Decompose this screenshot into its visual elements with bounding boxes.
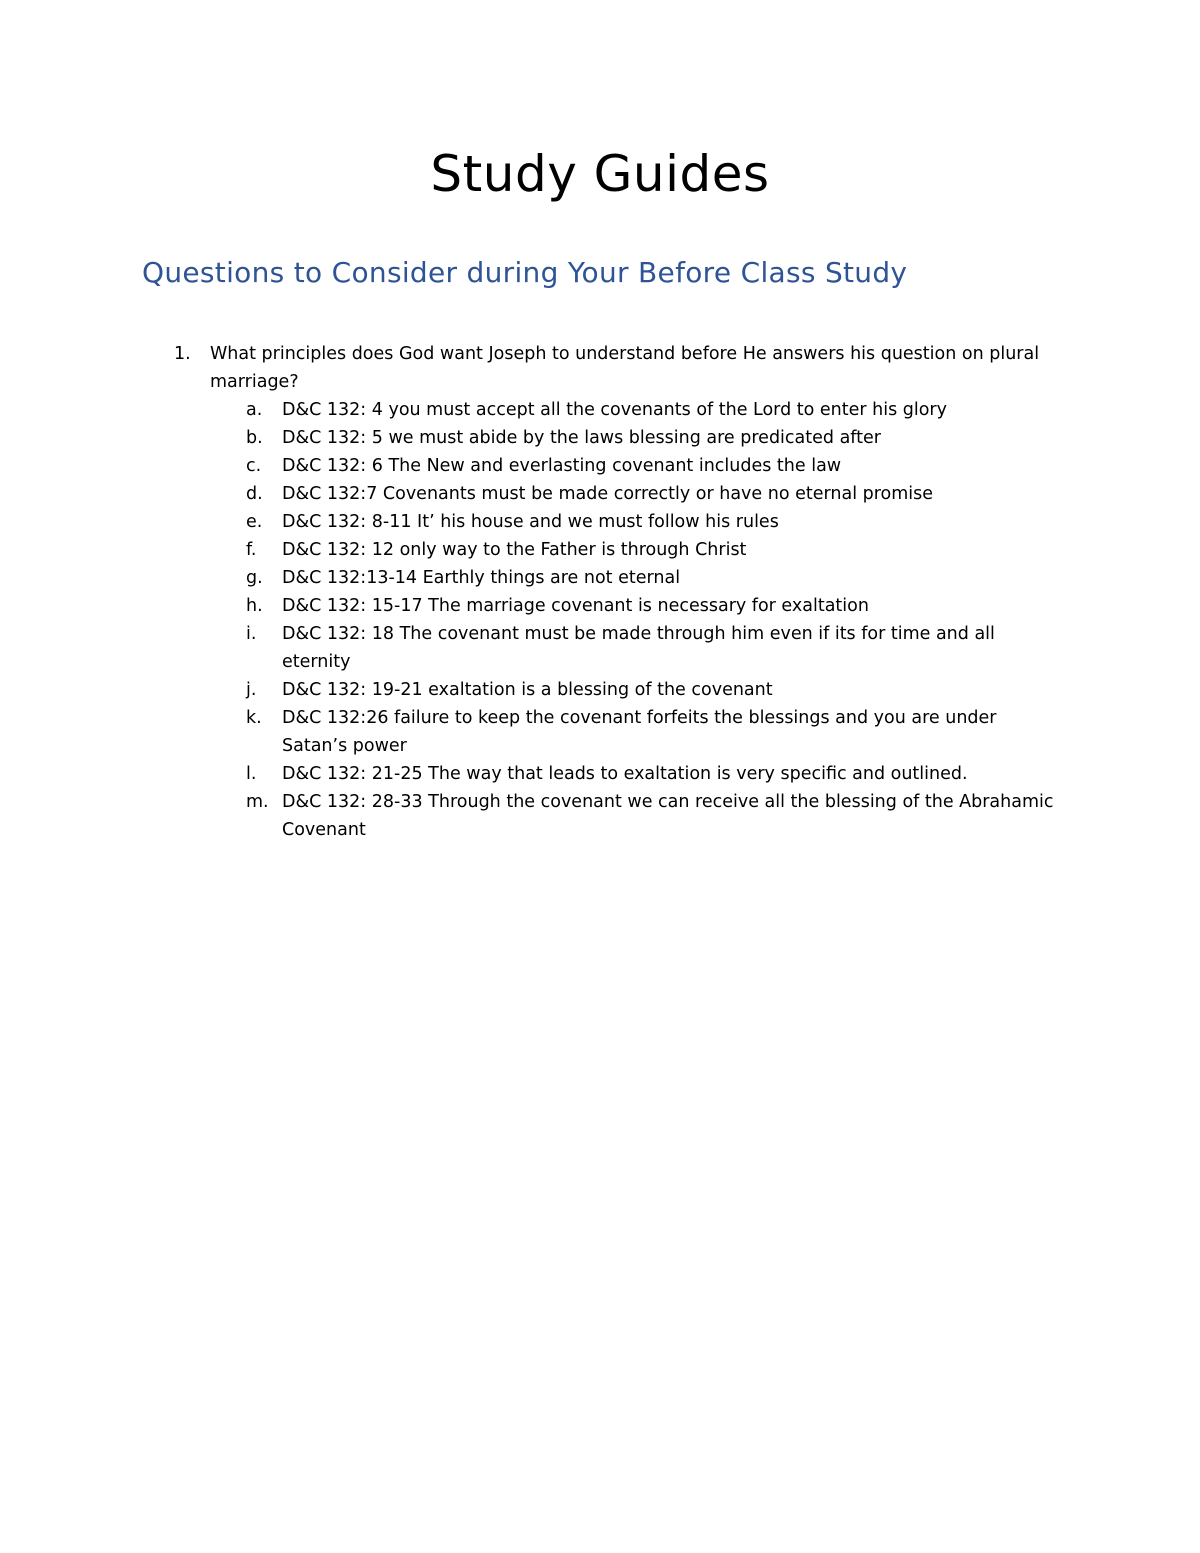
answer-letter: m.: [246, 792, 269, 812]
answer-item: [0, 424, 1200, 452]
answer-letter: d.: [246, 484, 263, 504]
answer-text: D&C 132: 18 The covenant must be made through him even if its for time and all eternity: [282, 624, 995, 672]
answer-letter: j.: [246, 680, 257, 700]
answer-text: D&C 132:13-14 Earthly things are not eternal: [282, 568, 681, 588]
answer-letter: f.: [246, 540, 257, 560]
answer-item: [0, 396, 1200, 424]
answer-text: D&C 132: 5 we must abide by the laws blessing are predicated after: [282, 428, 881, 448]
answer-letter: l.: [246, 764, 257, 784]
answer-text: D&C 132: 6 The New and everlasting covenant includes the law: [282, 456, 842, 476]
answer-list: [0, 396, 1200, 844]
answer-item: [0, 592, 1200, 620]
question-list: [0, 340, 1200, 844]
answer-item: [0, 480, 1200, 508]
question-item: [0, 340, 1200, 844]
question-number: 1.: [174, 344, 191, 364]
answer-text: D&C 132: 8-11 It’ his house and we must follow his rules: [282, 512, 779, 532]
answer-text: D&C 132:26 failure to keep the covenant forfeits the blessings and you are under Satan’s power: [282, 708, 997, 756]
answer-text: D&C 132: 28-33 Through the covenant we can receive all the blessing of the Abrahamic Covenant: [282, 792, 1054, 840]
answer-item: [0, 452, 1200, 480]
answer-item: [0, 564, 1200, 592]
answer-text: D&C 132: 19-21 exaltation is a blessing of the covenant: [282, 680, 773, 700]
answer-text: D&C 132: 21-25 The way that leads to exaltation is very specific and outlined.: [282, 764, 968, 784]
answer-item: [0, 620, 1200, 676]
answer-item: [0, 704, 1200, 760]
answer-text: D&C 132: 15-17 The marriage covenant is necessary for exaltation: [282, 596, 869, 616]
answer-letter: c.: [246, 456, 262, 476]
answer-item: [0, 676, 1200, 704]
answer-item: [0, 760, 1200, 788]
answer-text: D&C 132: 4 you must accept all the covenants of the Lord to enter his glory: [282, 400, 947, 420]
question-text: What principles does God want Joseph to understand before He answers his question on plural marriage?: [210, 344, 1040, 392]
section-heading: Questions to Consider during Your Before Class Study: [142, 256, 908, 289]
answer-letter: b.: [246, 428, 263, 448]
answer-letter: a.: [246, 400, 263, 420]
answer-letter: k.: [246, 708, 262, 728]
answer-letter: e.: [246, 512, 263, 532]
answer-item: [0, 508, 1200, 536]
answer-item: [0, 536, 1200, 564]
answer-letter: i.: [246, 624, 257, 644]
answer-item: [0, 788, 1200, 844]
document-title: Study Guides: [430, 145, 770, 203]
answer-text: D&C 132:7 Covenants must be made correctly or have no eternal promise: [282, 484, 934, 504]
answer-text: D&C 132: 12 only way to the Father is through Christ: [282, 540, 747, 560]
answer-letter: h.: [246, 596, 263, 616]
answer-letter: g.: [246, 568, 263, 588]
